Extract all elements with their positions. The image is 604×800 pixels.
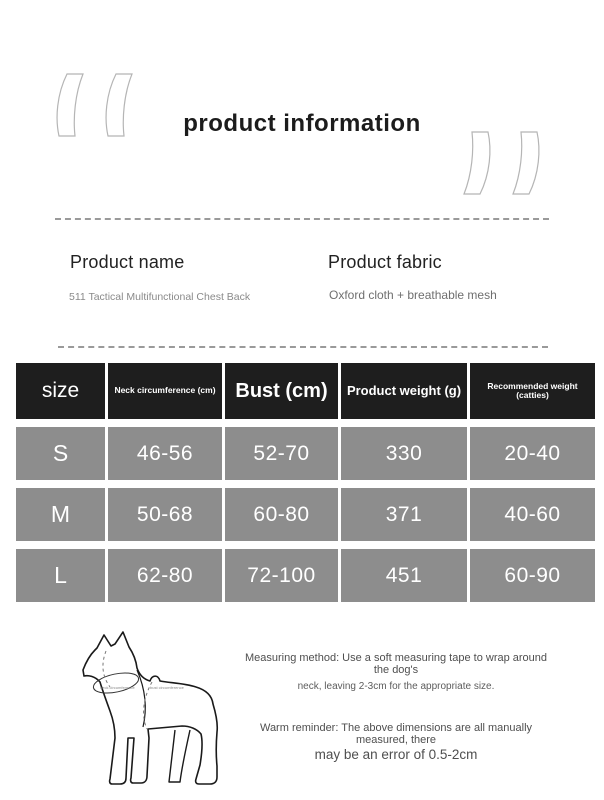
table-cell: 62-80: [108, 549, 222, 602]
product-name-value: 511 Tactical Multifunctional Chest Back: [69, 291, 251, 303]
table-cell: 60-80: [225, 488, 338, 541]
product-fabric-value: Oxford cloth + breathable mesh: [329, 288, 497, 302]
column-header-bust: Bust (cm): [225, 363, 338, 419]
table-cell-size-m: M: [16, 488, 105, 541]
column-header-size: size: [16, 363, 105, 419]
bust-circumference-label: bust circumference: [150, 685, 184, 690]
dog-measuring-diagram: [70, 626, 250, 798]
product-name-heading: Product name: [70, 252, 185, 272]
table-cell: 40-60: [470, 488, 595, 541]
table-cell: 46-56: [108, 427, 222, 480]
close-quote-icon: [462, 128, 544, 196]
table-cell: 72-100: [225, 549, 338, 602]
neck-circumference-label: neck circumference: [100, 685, 135, 690]
table-cell-size-s: S: [16, 427, 105, 480]
table-cell: 451: [341, 549, 467, 602]
column-header-neck: Neck circumference (cm): [108, 363, 222, 419]
table-cell-size-l: L: [16, 549, 105, 602]
column-header-weight: Product weight (g): [341, 363, 467, 419]
size-table: [16, 363, 595, 602]
warm-reminder-line1: Warm reminder: The above dimensions are all manually measured, there: [259, 722, 533, 746]
table-cell: 20-40: [470, 427, 595, 480]
table-cell: 52-70: [225, 427, 338, 480]
product-fabric-heading: Product fabric: [328, 252, 442, 272]
table-cell: 60-90: [470, 549, 595, 602]
table-cell: 50-68: [108, 488, 222, 541]
dashed-divider-top: [55, 218, 549, 220]
table-cell: 330: [341, 427, 467, 480]
measuring-method-line2: neck, leaving 2-3cm for the appropriate size.: [297, 681, 495, 692]
column-header-recommended: Recommended weight (catties): [470, 363, 595, 419]
page-title: product information: [183, 110, 421, 137]
warm-reminder-line2: may be an error of 0.5-2cm: [314, 747, 478, 762]
dashed-divider-middle: [58, 346, 548, 348]
table-cell: 371: [341, 488, 467, 541]
measuring-method-line1: Measuring method: Use a soft measuring tape to wrap around the dog's: [244, 652, 548, 676]
dog-outline-icon: [70, 626, 250, 798]
